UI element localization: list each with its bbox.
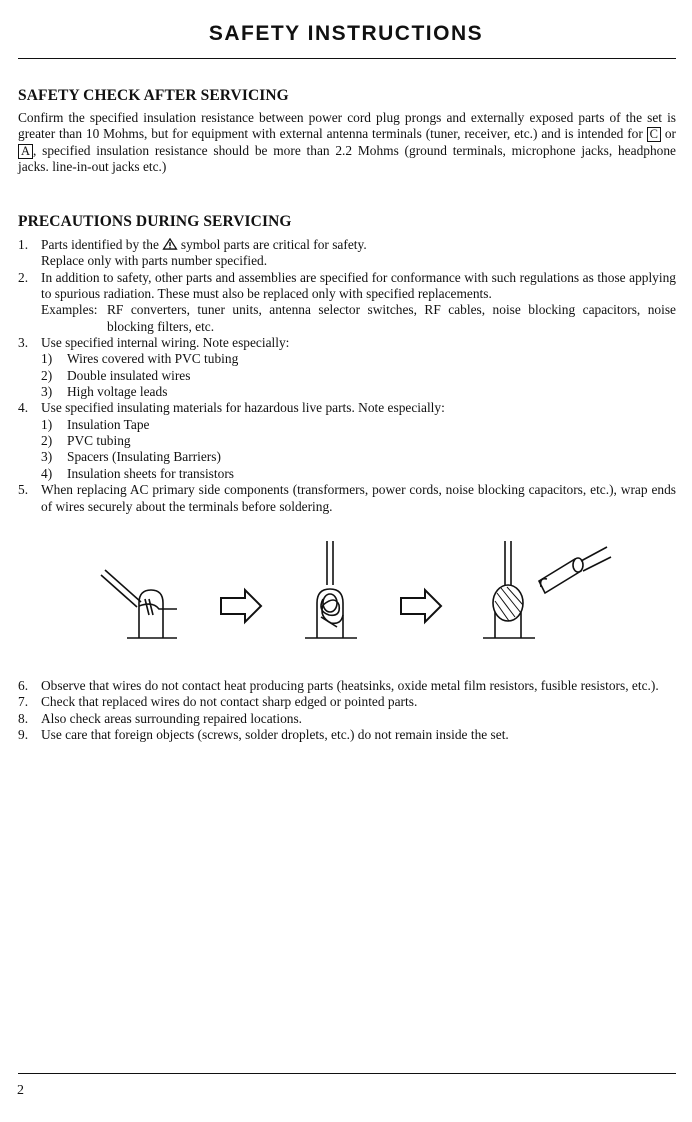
sub-item: 4) Insulation sheets for transistors (41, 465, 234, 481)
section-heading-precautions: PRECAUTIONS DURING SERVICING (18, 213, 292, 230)
examples: Examples: RF converters, tuner units, antenna selector switches, RF cables, noise blocking capacitors, noise blocking filters, etc. (41, 302, 676, 334)
list-item: 8. Also check areas surrounding repaired locations. (18, 710, 303, 726)
list-item: 2. In addition to safety, other parts and assemblies are specified for conformance with such regulations as those applying to spurious radiation. These must also be replaced only with specified replacements. Examples: RF converters, tuner units, antenna selector switches, RF cables, noise blocking capacitors, noise blocking filters, etc. (18, 269, 676, 334)
precautions-list (18, 237, 676, 515)
list-item: 6. Observe that wires do not contact heat producing parts (heatsinks, oxide metal film resistors, fusible resistors, etc.). (18, 678, 659, 693)
sub-item: 2) PVC tubing (41, 433, 131, 449)
section-heading-safety-check: SAFETY CHECK AFTER SERVICING (18, 87, 289, 104)
page-title: SAFETY INSTRUCTIONS (208, 22, 484, 45)
class-c-box: C (647, 127, 661, 142)
top-rule (18, 58, 676, 59)
warning-triangle-icon (162, 238, 178, 250)
list-item: 9. Use care that foreign objects (screws, solder droplets, etc.) do not remain inside the set. (18, 727, 509, 743)
list-item: 3. Use specified internal wiring. Note especially: 1) Wires covered with PVC tubing 2) Double insulated wires 3) High voltage leads (18, 335, 676, 400)
bottom-rule (18, 1073, 676, 1074)
list-item: 7. Check that replaced wires do not contact sharp edged or pointed parts. (18, 694, 418, 710)
soldered-joint-icon (483, 541, 611, 638)
sub-item: 3) High voltage leads (41, 384, 168, 400)
list-item: 1. Parts identified by the symbol parts are critical for safety. Replace only with parts number specified. (18, 237, 367, 269)
arrow-right-icon (221, 590, 261, 622)
wire-wrapped-icon (305, 541, 357, 638)
precautions-list-continued (18, 678, 676, 743)
class-a-box: A (18, 144, 33, 159)
page-number: 2 (17, 1083, 24, 1098)
list-item: 5. When replacing AC primary side components (transformers, power cords, noise blocking capacitors, etc.), wrap ends of wires securely about the terminals before soldering. (18, 482, 676, 514)
sub-item: 1) Insulation Tape (41, 416, 150, 432)
wire-insertion-icon (101, 570, 177, 638)
sub-item: 1) Wires covered with PVC tubing (41, 351, 239, 367)
sub-item: 2) Double insulated wires (41, 367, 191, 383)
wire-wrapping-figure (95, 533, 625, 648)
arrow-right-icon (401, 590, 441, 622)
list-item: 4. Use specified insulating materials for hazardous live parts. Note especially: 1) Insulation Tape 2) PVC tubing 3) Spacers (Insulating Barriers) 4) Insulation sheets for transistors (18, 400, 676, 482)
safety-check-paragraph: Confirm the specified insulation resistance between power cord plug prongs and externally exposed parts of the set is greater than 10 Mohms, but for equipment with external antenna terminals (tuner, receiver, etc.) and is intended for C or A , specified insulation resistance should be more than 2.2 Mohms (ground terminals, microphone jacks, headphone jacks. line-in-out jacks etc.) (18, 110, 676, 174)
sub-item: 3) Spacers (Insulating Barriers) (41, 449, 221, 465)
